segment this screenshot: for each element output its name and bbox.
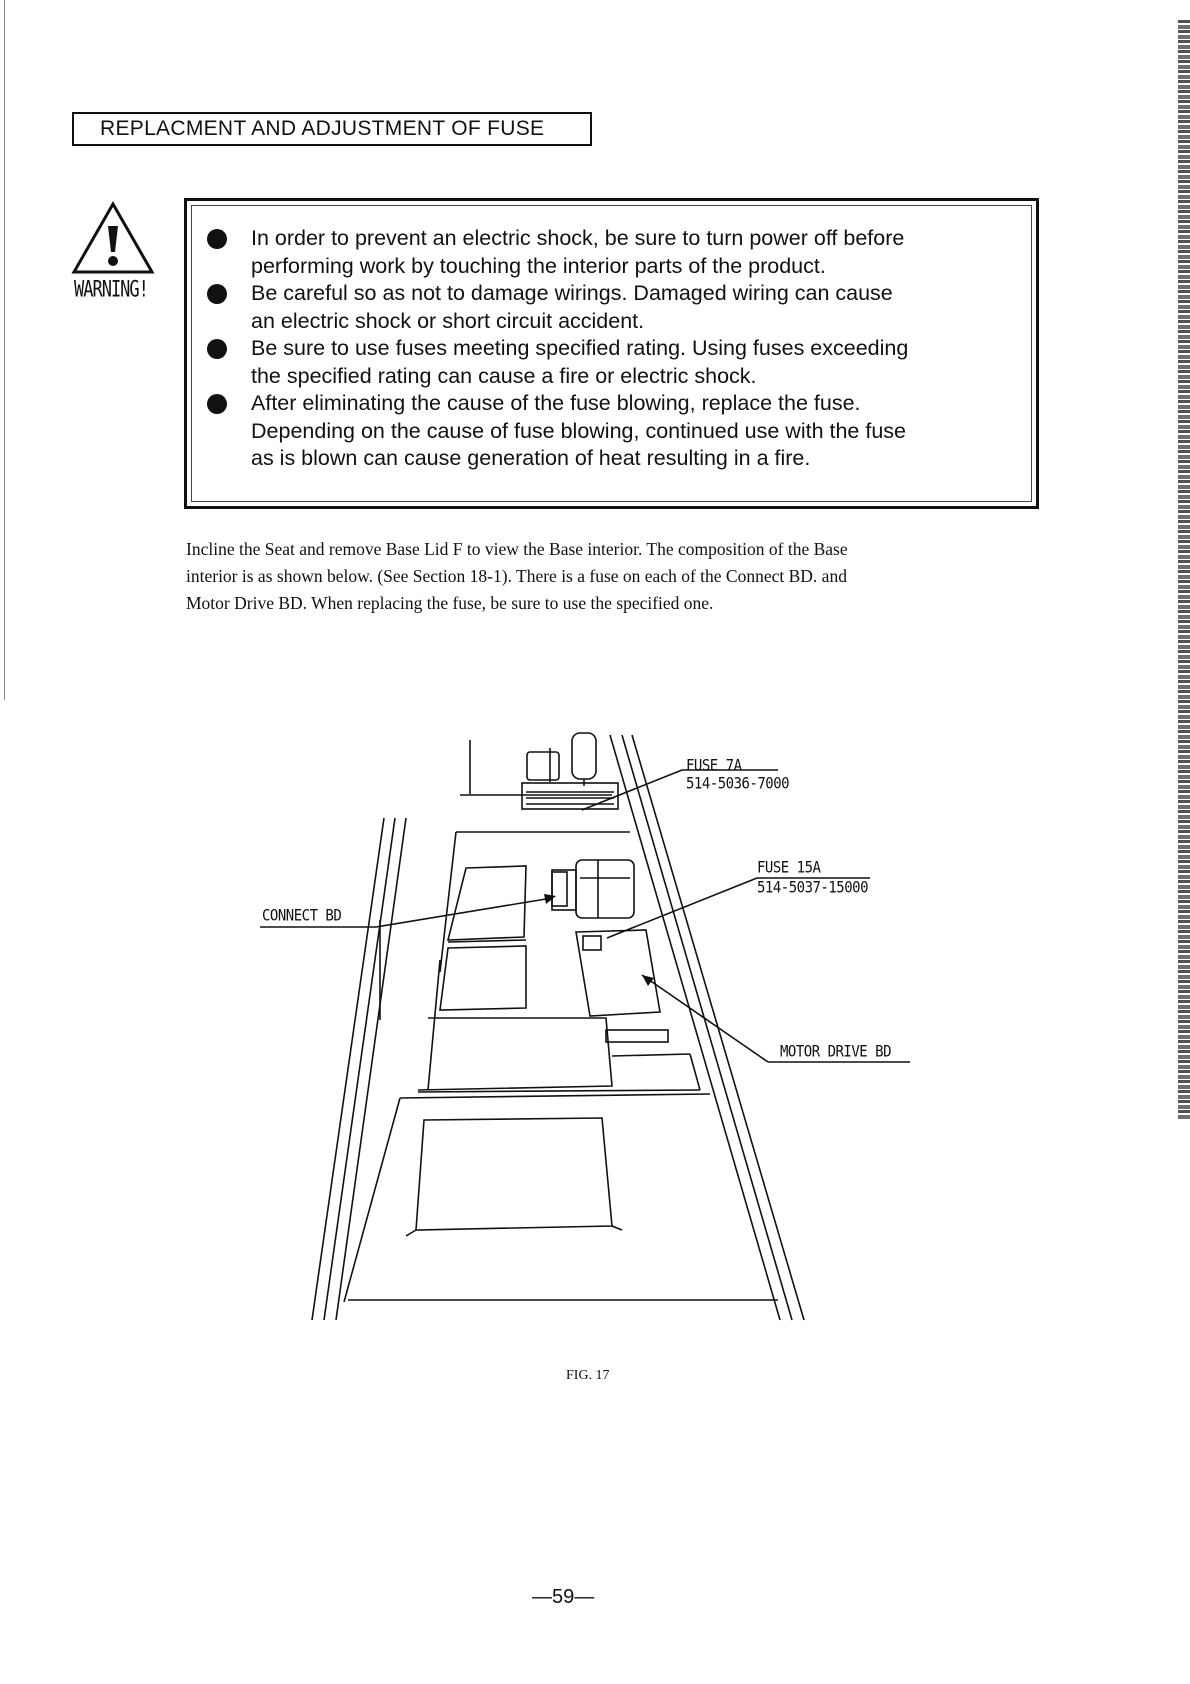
- connect-bd-label: CONNECT BD: [262, 906, 342, 926]
- warning-item-line: an electric shock or short circuit accident.: [251, 308, 645, 333]
- intro-line: interior is as shown below. (See Section 18-1). There is a fuse on each of the Connect BD. and: [186, 566, 847, 586]
- warning-item-line: Be careful so as not to damage wirings. Damaged wiring can cause: [251, 281, 893, 305]
- warning-label: WARNING!: [74, 277, 148, 303]
- warning-item-line: In order to prevent an electric shock, be sure to turn power off before: [251, 226, 905, 250]
- warning-item-line: performing work by touching the interior parts of the product.: [251, 253, 826, 278]
- figure-caption: FIG. 17: [566, 1368, 610, 1383]
- scan-left-rule: [4, 0, 5, 700]
- intro-line: Incline the Seat and remove Base Lid F to view the Base interior. The composition of the Base: [186, 539, 848, 559]
- warning-box: [184, 198, 1039, 509]
- bullet-icon: [207, 284, 227, 304]
- motor-drive-bd-label: MOTOR DRIVE BD: [780, 1042, 892, 1062]
- warning-item: [251, 390, 1008, 473]
- warning-item-line: the specified rating can cause a fire or electric shock.: [251, 363, 757, 388]
- intro-paragraph: [186, 536, 1046, 617]
- warning-item-line: as is blown can cause generation of heat resulting in a fire.: [251, 446, 811, 470]
- page-number: —59—: [532, 1586, 595, 1608]
- warning-item: [251, 335, 1008, 390]
- bullet-icon: [207, 339, 227, 359]
- bullet-icon: [207, 394, 227, 414]
- fuse-7a-part-number: 514-5036-7000: [686, 774, 790, 794]
- fuse-7a-label: FUSE 7A: [686, 756, 742, 776]
- warning-item: [251, 225, 1008, 280]
- section-title: REPLACMENT AND ADJUSTMENT OF FUSE: [72, 112, 592, 146]
- bullet-icon: [207, 229, 227, 249]
- fuse-15a-label: FUSE 15A: [757, 858, 821, 878]
- warning-item-line: Depending on the cause of fuse blowing, continued use with the fuse: [251, 418, 907, 443]
- warning-item-line: After eliminating the cause of the fuse blowing, replace the fuse.: [251, 391, 861, 415]
- warning-item-line: Be sure to use fuses meeting specified rating. Using fuses exceeding: [251, 336, 909, 360]
- intro-line: Motor Drive BD. When replacing the fuse, be sure to use the specified one.: [186, 593, 714, 613]
- scan-edge: [1178, 20, 1190, 1120]
- fuse-15a-part-number: 514-5037-15000: [757, 878, 869, 898]
- warning-item: [251, 280, 1008, 335]
- warning-list: [251, 225, 1008, 473]
